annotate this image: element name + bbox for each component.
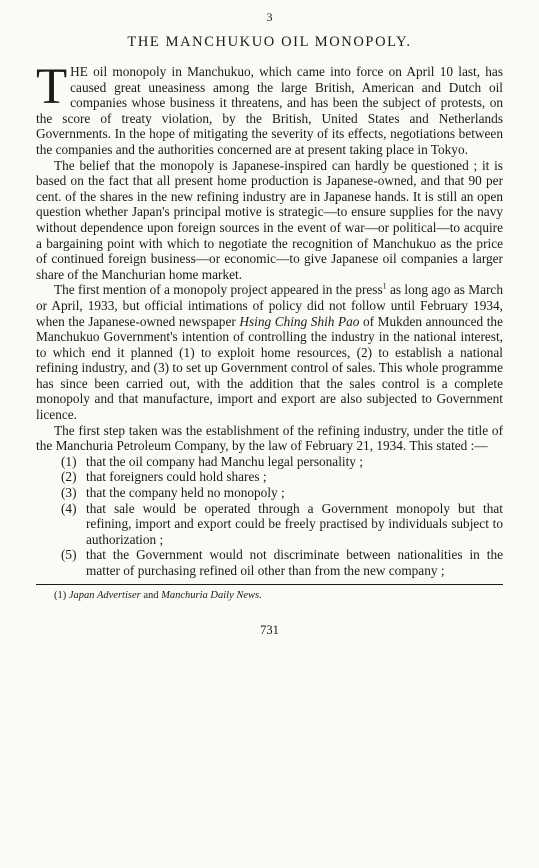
footnote-divider — [36, 584, 503, 585]
footnote-source-1: Japan Advertiser — [68, 589, 141, 601]
paragraph-1-text: HE oil monopoly in Manchukuo, which came into force on April 10 last, has caused great uneasiness among the large British, American and Dutch oil companies whose business it threatens, and has been the subject of protests, on the score of treaty violation, by the British, United States and Netherlands Governments. In the hope of mitigating the severity of its effects, negotiations between the companies and the authorities concerned are at present taking place in Tokyo. — [36, 64, 503, 157]
provisions-list — [36, 454, 503, 579]
paragraph-3 — [36, 282, 503, 422]
list-item-number: (3) — [61, 485, 77, 501]
list-item-text: that the company held no monopoly ; — [86, 485, 285, 501]
list-item — [61, 500, 503, 548]
paragraph-3-text-c: of Mukden announced the Manchukuo Government's intention of controlling the industry in the national interest, to which end it planned (1) to exploit home resources, (2) to establish a national refining industry, and (3) to set up Government control of sales. This whole programme has since been carried out, with the addition that the sales control is a complete monopoly and that manufacture, import and export are also subjected to Government licence. — [36, 313, 503, 423]
newspaper-name: Hsing Ching Shih Pao — [239, 313, 360, 329]
paragraph-2: The belief that the monopoly is Japanese-inspired can hardly be questioned ; it is based on the fact that all present home production is Japanese-owned, and that 90 per cent. of the shares in the new refining industry are in Japanese hands. It is still an open question whether Japan's principal motive is strategic—to ensure supplies for the navy without dependence upon foreign sources in the event of war—or political—to acquire a bargaining point with which to negotiate the recognition of Manchukuo as the price of continued foreign business—or economic—to give Japanese oil companies a larger share of the Manchurian home market. — [36, 157, 503, 282]
article-body — [36, 59, 503, 579]
footnote-reference: 1 — [382, 281, 387, 291]
list-item-number: (4) — [61, 500, 77, 516]
paragraph-3-text-b: as long ago as March or April, 1933, but official intimations of policy did not follow until February 1934, when the Japanese-owned newspaper — [36, 282, 503, 329]
drop-cap: T — [36, 59, 68, 115]
document-page — [36, 10, 503, 637]
footnote-source-2: Manchuria Daily News. — [161, 589, 262, 601]
list-item-number: (5) — [61, 547, 77, 563]
paragraph-1 — [36, 59, 503, 158]
list-item-number: (2) — [61, 469, 77, 485]
footnote — [54, 589, 503, 603]
page-number-bottom: 731 — [260, 622, 279, 637]
list-item-text: that sale would be operated through a Government monopoly but that refining, import and export could be freely practised by individuals subject to authorization ; — [86, 500, 503, 547]
article-title: THE MANCHUKUO OIL MONOPOLY. — [127, 34, 412, 50]
footnote-marker: (1) — [54, 589, 67, 601]
list-item — [61, 469, 503, 485]
list-item-text: that foreigners could hold shares ; — [86, 469, 267, 485]
list-item-number: (1) — [61, 453, 77, 469]
footnote-conjunction: and — [143, 589, 159, 601]
list-item — [61, 547, 503, 578]
list-item-text: that the oil company had Manchu legal personality ; — [86, 453, 363, 469]
page-number-top: 3 — [266, 10, 273, 24]
list-item — [61, 485, 503, 501]
paragraph-4: The first step taken was the establishment of the refining industry, under the title of the Manchuria Petroleum Company, by the law of February 21, 1934. This stated :— — [36, 422, 503, 454]
paragraph-3-text-a: The first mention of a monopoly project appeared in the press — [54, 282, 383, 298]
list-item — [61, 453, 503, 470]
list-item-text: that the Government would not discriminate between nationalities in the matter of purchasing refined oil other than from the new company ; — [86, 547, 503, 578]
